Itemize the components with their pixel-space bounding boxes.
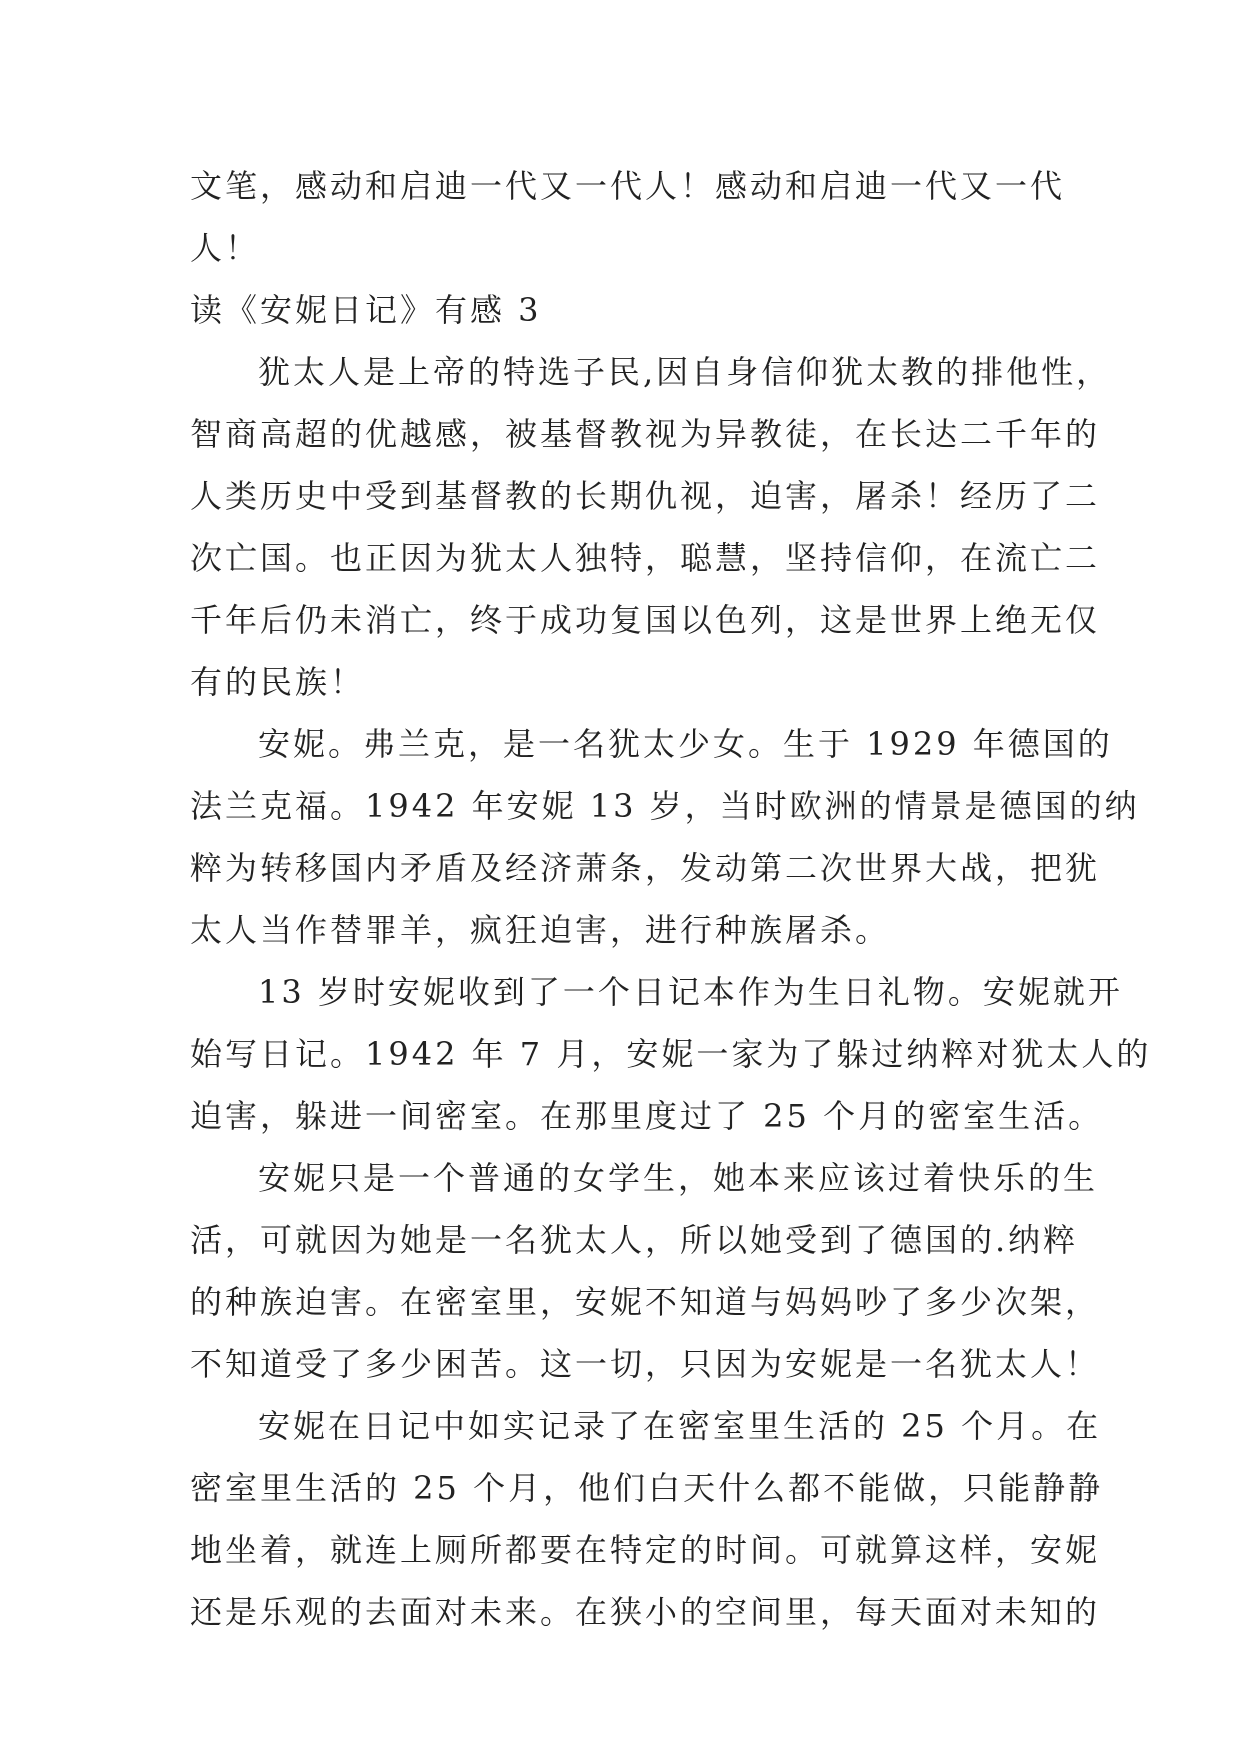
text-line: 人类历史中受到基督教的长期仇视，迫害，屠杀！经历了二 bbox=[190, 477, 1101, 515]
text-line: 粹为转移国内矛盾及经济萧条，发动第二次世界大战，把犹 bbox=[190, 849, 1101, 887]
text-line: 迫害，躲进一间密室。在那里度过了 25 个月的密室生活。 bbox=[190, 1097, 1104, 1135]
text-line: 有的民族！ bbox=[190, 663, 366, 701]
text-line: 千年后仍未消亡，终于成功复国以色列，这是世界上绝无仅 bbox=[190, 601, 1101, 639]
text-line: 密室里生活的 25 个月，他们白天什么都不能做，只能静静 bbox=[190, 1469, 1104, 1507]
text-line: 犹太人是上帝的特选子民,因自身信仰犹太教的排他性， bbox=[258, 353, 1112, 391]
text-line: 法兰克福。1942 年安妮 13 岁，当时欧洲的情景是德国的纳 bbox=[190, 787, 1140, 825]
text-line: 的种族迫害。在密室里，安妮不知道与妈妈吵了多少次架， bbox=[190, 1283, 1101, 1321]
text-line: 人！ bbox=[190, 229, 261, 267]
text-line: 文笔，感动和启迪一代又一代人！感动和启迪一代又一代 bbox=[190, 167, 1066, 205]
text-line: 次亡国。也正因为犹太人独特，聪慧，坚持信仰，在流亡二 bbox=[190, 539, 1101, 577]
text-line: 安妮。弗兰克，是一名犹太少女。生于 1929 年德国的 bbox=[258, 725, 1113, 763]
document-body bbox=[190, 155, 1152, 1643]
section-heading: 读《安妮日记》有感 3 bbox=[190, 291, 542, 329]
text-line: 始写日记。1942 年 7 月，安妮一家为了躲过纳粹对犹太人的 bbox=[190, 1035, 1152, 1073]
text-line: 安妮只是一个普通的女学生，她本来应该过着快乐的生 bbox=[258, 1159, 1099, 1197]
text-line: 地坐着，就连上厕所都要在特定的时间。可就算这样，安妮 bbox=[190, 1531, 1101, 1569]
text-line: 安妮在日记中如实记录了在密室里生活的 25 个月。在 bbox=[258, 1407, 1102, 1445]
text-line: 太人当作替罪羊，疯狂迫害，进行种族屠杀。 bbox=[190, 911, 891, 949]
text-line: 还是乐观的去面对未来。在狭小的空间里，每天面对未知的 bbox=[190, 1593, 1101, 1631]
text-line: 活，可就因为她是一名犹太人，所以她受到了德国的.纳粹 bbox=[190, 1221, 1079, 1259]
text-line: 13 岁时安妮收到了一个日记本作为生日礼物。安妮就开 bbox=[258, 973, 1123, 1011]
text-line: 智商高超的优越感，被基督教视为异教徒，在长达二千年的 bbox=[190, 415, 1101, 453]
text-line: 不知道受了多少困苦。这一切，只因为安妮是一名犹太人！ bbox=[190, 1345, 1101, 1383]
